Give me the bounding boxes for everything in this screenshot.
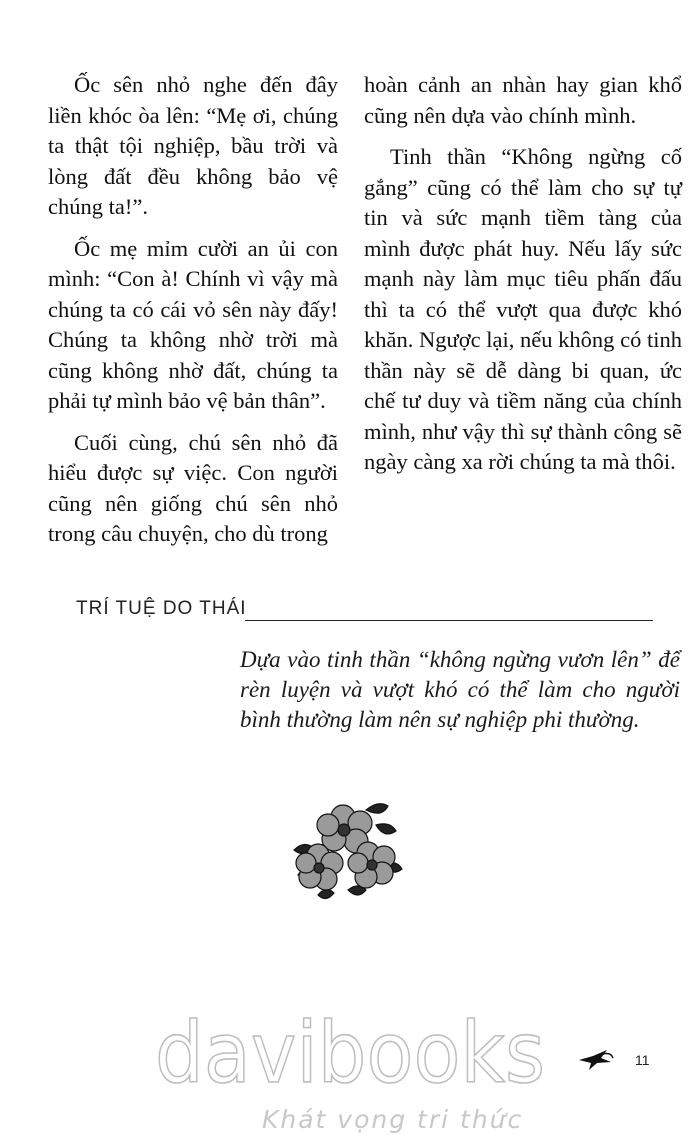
left-column: [48, 70, 338, 561]
paragraph: Ốc mẹ mỉm cười an ủi con mình: “Con à! Chính vì vậy mà chúng ta có cái vỏ sên này đấy! Chúng ta không nhờ trời mà cũng không nhờ đất, chúng ta phải tự mình bảo vệ bản thân”.: [48, 235, 338, 413]
quote-text: Dựa vào tinh thần “không ngừng vươn lên” để rèn luyện và vượt khó có thể làm cho người bình thường làm nên sự nghiệp phi thường.: [240, 647, 680, 732]
publisher-logo: [150, 1010, 550, 1100]
paragraph: Ốc sên nhỏ nghe đến đây liền khóc òa lên: “Mẹ ơi, chúng ta thật tội nghiệp, bầu trời và lòng đất đều không bảo vệ chúng ta!”.: [48, 72, 338, 219]
flower-illustration-icon: [288, 795, 408, 910]
publisher-tagline: Khát vọng tri thức: [262, 1105, 524, 1134]
page-number: 11: [635, 1052, 650, 1068]
paragraph: hoàn cảnh an nhàn hay gian khổ cũng nên dựa vào chính mình.: [364, 72, 682, 128]
publisher-logo-text: davibooks: [155, 1010, 545, 1100]
right-column: [364, 70, 682, 489]
section-header: TRÍ TUỆ DO THÁI: [76, 598, 247, 619]
paragraph: Tinh thần “Không ngừng cố gắng” cũng có thể làm cho sự tự tin và sức mạnh tiềm tàng của mình được phát huy. Nếu lấy sức mạnh này làm mục tiêu phấn đấu thì ta có thể vượt qua được khó khăn. Ngược lại, nếu không có tinh thần này sẽ dễ dàng bi quan, ức chế tư duy và tiềm năng của chính mình, như vậy thì sự thành công sẽ ngày càng xa rời chúng ta mà thôi.: [364, 144, 682, 474]
header-rule: [245, 620, 653, 621]
page-ornament-icon: [577, 1046, 617, 1072]
paragraph: Cuối cùng, chú sên nhỏ đã hiểu được sự việc. Con người cũng nên giống chú sên nhỏ trong câu chuyện, cho dù trong: [48, 429, 338, 546]
